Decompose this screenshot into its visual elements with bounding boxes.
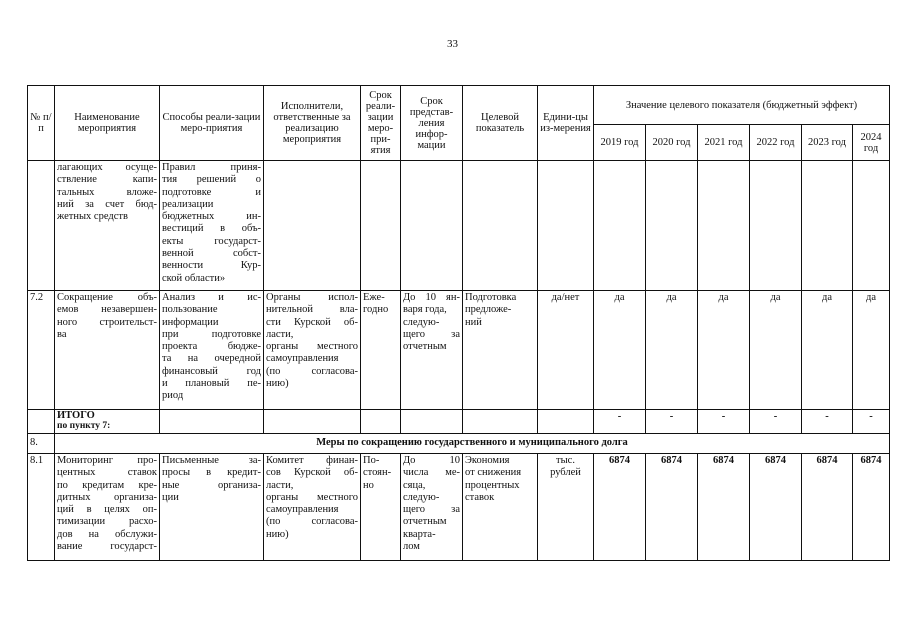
header-num: № п/п bbox=[28, 86, 55, 161]
text-line: тальных вложе- bbox=[57, 186, 157, 198]
text-line: годно bbox=[363, 304, 389, 316]
header-year: 2023 год bbox=[802, 125, 853, 161]
total-sublabel: по пункту 7: bbox=[57, 421, 111, 431]
cell-methods bbox=[160, 454, 264, 561]
cell-methods bbox=[160, 291, 264, 410]
text-line: екты государст- bbox=[162, 235, 261, 247]
header-name: Наименование мероприятия bbox=[55, 86, 160, 161]
cell-num: 7.2 bbox=[28, 291, 55, 410]
table-row-continuation bbox=[28, 161, 890, 291]
table-row-total bbox=[28, 410, 890, 434]
header-methods: Способы реали-зации меро-приятия bbox=[160, 86, 264, 161]
text-line: нию) bbox=[266, 378, 289, 390]
text-line: проекта бюдже- bbox=[162, 341, 261, 353]
text-line: дитных организа- bbox=[57, 491, 157, 503]
text-line: та на очередной bbox=[162, 353, 261, 365]
header-unit: Едини-цы из-мерения bbox=[538, 86, 594, 161]
cell-name bbox=[55, 291, 160, 410]
cell-term bbox=[361, 291, 401, 410]
text-line: следую- bbox=[403, 491, 440, 503]
text-line: вестиций в объ- bbox=[162, 223, 261, 235]
cell-info-term bbox=[401, 454, 463, 561]
cell-value: - bbox=[853, 410, 890, 434]
cell-info-term bbox=[401, 291, 463, 410]
cell-executors bbox=[264, 161, 361, 291]
table-row-7-2 bbox=[28, 291, 890, 410]
text-line: Еже- bbox=[363, 292, 385, 303]
text-line: информации bbox=[162, 316, 219, 328]
cell-value: 6874 bbox=[646, 454, 698, 561]
cell-value bbox=[802, 161, 853, 291]
header-value-group: Значение целевого показателя (бюджетный эффект) bbox=[594, 86, 890, 125]
text-line: ласти, bbox=[266, 328, 294, 340]
text-line: варя года, bbox=[403, 304, 447, 316]
cell-target bbox=[463, 410, 538, 434]
cell-info-term bbox=[401, 161, 463, 291]
cell-value bbox=[594, 161, 646, 291]
text-line: ва bbox=[57, 328, 67, 340]
cell-value bbox=[698, 161, 750, 291]
text-line: тимизации расхо- bbox=[57, 516, 157, 528]
cell-value: 6874 bbox=[750, 454, 802, 561]
text-line: при подготовке bbox=[162, 328, 261, 340]
cell-target bbox=[463, 291, 538, 410]
text-line: ний за счет бюд- bbox=[57, 198, 157, 210]
text-line: Письменные за- bbox=[162, 455, 261, 466]
cell-unit bbox=[538, 454, 594, 561]
text-line: До 10 ян- bbox=[403, 292, 460, 303]
cell-name bbox=[55, 161, 160, 291]
cell-value: да bbox=[698, 291, 750, 410]
text-line: процентных bbox=[465, 479, 520, 491]
text-line: по кредитам кре- bbox=[57, 479, 157, 491]
section-title: Меры по сокращению государственного и муниципального долга bbox=[55, 434, 890, 454]
cell-value: - bbox=[750, 410, 802, 434]
cell-value: 6874 bbox=[594, 454, 646, 561]
cell-term bbox=[361, 161, 401, 291]
text-line: риод bbox=[162, 390, 184, 402]
text-line: рублей bbox=[550, 467, 581, 479]
text-line: финансовый год bbox=[162, 365, 261, 377]
text-line: и плановый пе- bbox=[162, 378, 261, 390]
text-line: емов незавершен- bbox=[57, 304, 157, 316]
text-line: Правил приня- bbox=[162, 162, 261, 173]
page-number: 33 bbox=[447, 38, 458, 50]
text-line: лом bbox=[403, 541, 420, 553]
text-line: По- bbox=[363, 455, 380, 466]
cell-name bbox=[55, 454, 160, 561]
text-line: Сокращение объ- bbox=[57, 292, 157, 303]
text-line: но bbox=[363, 479, 374, 491]
text-line: просы в кредит- bbox=[162, 467, 261, 479]
text-line: органы местного bbox=[266, 341, 358, 353]
header-year: 2024 год bbox=[853, 125, 890, 161]
text-line: ные организа- bbox=[162, 479, 261, 491]
total-label: ИТОГО bbox=[57, 410, 95, 421]
text-line: (по согласова- bbox=[266, 365, 358, 377]
table-row-section-8 bbox=[28, 434, 890, 454]
text-line: щего за bbox=[403, 328, 460, 340]
text-line: следую- bbox=[403, 316, 440, 328]
text-line: сов Курской об- bbox=[266, 467, 358, 479]
cell-value: да bbox=[853, 291, 890, 410]
cell-value: да bbox=[750, 291, 802, 410]
cell-executors bbox=[264, 410, 361, 434]
text-line: Органы испол- bbox=[266, 292, 358, 303]
cell-executors bbox=[264, 454, 361, 561]
cell-value bbox=[750, 161, 802, 291]
cell-total-label bbox=[55, 410, 160, 434]
text-line: вание государст- bbox=[57, 541, 157, 553]
text-line: ской области» bbox=[162, 272, 226, 284]
text-line: венности Кур- bbox=[162, 260, 261, 272]
text-line: тыс. bbox=[556, 455, 575, 466]
text-line: сти Курской об- bbox=[266, 316, 358, 328]
text-line: самоуправления bbox=[266, 504, 339, 516]
header-year: 2022 год bbox=[750, 125, 802, 161]
cell-target bbox=[463, 454, 538, 561]
cell-value bbox=[646, 161, 698, 291]
cell-value: - bbox=[594, 410, 646, 434]
cell-value: 6874 bbox=[698, 454, 750, 561]
text-line: Анализ и ис- bbox=[162, 292, 261, 303]
text-line: дов на обслужи- bbox=[57, 528, 157, 540]
text-line: Мониторинг про- bbox=[57, 455, 157, 466]
text-line: (по согласова- bbox=[266, 516, 358, 528]
text-line: ствление капи- bbox=[57, 174, 157, 186]
table-row-8-1 bbox=[28, 454, 890, 561]
text-line: тия решений о bbox=[162, 174, 261, 186]
cell-num bbox=[28, 410, 55, 434]
header-executors: Исполнители, ответственные за реализацию мероприятия bbox=[264, 86, 361, 161]
text-line: сяца, bbox=[403, 479, 426, 491]
header-year: 2019 год bbox=[594, 125, 646, 161]
text-line: числа ме- bbox=[403, 467, 460, 479]
text-line: ний bbox=[465, 316, 482, 328]
text-line: Комитет финан- bbox=[266, 455, 358, 466]
text-line: бюджетных ин- bbox=[162, 211, 261, 223]
cell-methods bbox=[160, 161, 264, 291]
cell-value: - bbox=[646, 410, 698, 434]
text-line: нительной вла- bbox=[266, 304, 358, 316]
text-line: реализации bbox=[162, 198, 214, 210]
text-line: отчетным bbox=[403, 341, 447, 353]
text-line: ции bbox=[162, 491, 179, 503]
text-line: органы местного bbox=[266, 491, 358, 503]
cell-target bbox=[463, 161, 538, 291]
text-line: самоуправления bbox=[266, 353, 339, 365]
text-line: ставок bbox=[465, 491, 495, 503]
measures-table bbox=[27, 85, 890, 561]
cell-value: да bbox=[594, 291, 646, 410]
cell-executors bbox=[264, 291, 361, 410]
cell-value: да bbox=[646, 291, 698, 410]
cell-num: 8.1 bbox=[28, 454, 55, 561]
text-line: пользование bbox=[162, 304, 218, 316]
text-line: центных ставок bbox=[57, 467, 157, 479]
text-line: ций в целях оп- bbox=[57, 504, 157, 516]
text-line: предложе- bbox=[465, 304, 512, 316]
header-year: 2020 год bbox=[646, 125, 698, 161]
cell-value: - bbox=[698, 410, 750, 434]
cell-num: 8. bbox=[28, 434, 55, 454]
cell-term bbox=[361, 454, 401, 561]
text-line: стоян- bbox=[363, 467, 392, 479]
text-line: жетных средств bbox=[57, 211, 128, 223]
text-line: ласти, bbox=[266, 479, 294, 491]
header-target: Целевой показатель bbox=[463, 86, 538, 161]
cell-value: 6874 bbox=[853, 454, 890, 561]
text-line: подготовке и bbox=[162, 186, 261, 198]
text-line: лагающих осуще- bbox=[57, 162, 157, 173]
cell-unit bbox=[538, 161, 594, 291]
text-line: отчетным bbox=[403, 516, 447, 528]
text-line: щего за bbox=[403, 504, 460, 516]
header-term: Срок реали-зации меро-при-ятия bbox=[361, 86, 401, 161]
text-line: от снижения bbox=[465, 467, 522, 479]
cell-term bbox=[361, 410, 401, 434]
header-year: 2021 год bbox=[698, 125, 750, 161]
cell-value bbox=[853, 161, 890, 291]
cell-value: да bbox=[802, 291, 853, 410]
cell-value: - bbox=[802, 410, 853, 434]
text-line: Экономия bbox=[465, 455, 510, 466]
text-line: Подготовка bbox=[465, 292, 517, 303]
text-line: венной собст- bbox=[162, 248, 261, 260]
cell-methods bbox=[160, 410, 264, 434]
cell-unit bbox=[538, 410, 594, 434]
cell-value: 6874 bbox=[802, 454, 853, 561]
text-line: кварта- bbox=[403, 528, 436, 540]
text-line: нию) bbox=[266, 528, 289, 540]
cell-num bbox=[28, 161, 55, 291]
text-line: ного строительст- bbox=[57, 316, 157, 328]
text-line: До 10 bbox=[403, 455, 460, 466]
cell-unit: да/нет bbox=[538, 291, 594, 410]
cell-info-term bbox=[401, 410, 463, 434]
header-info-term: Срок представ-ления инфор-мации bbox=[401, 86, 463, 161]
